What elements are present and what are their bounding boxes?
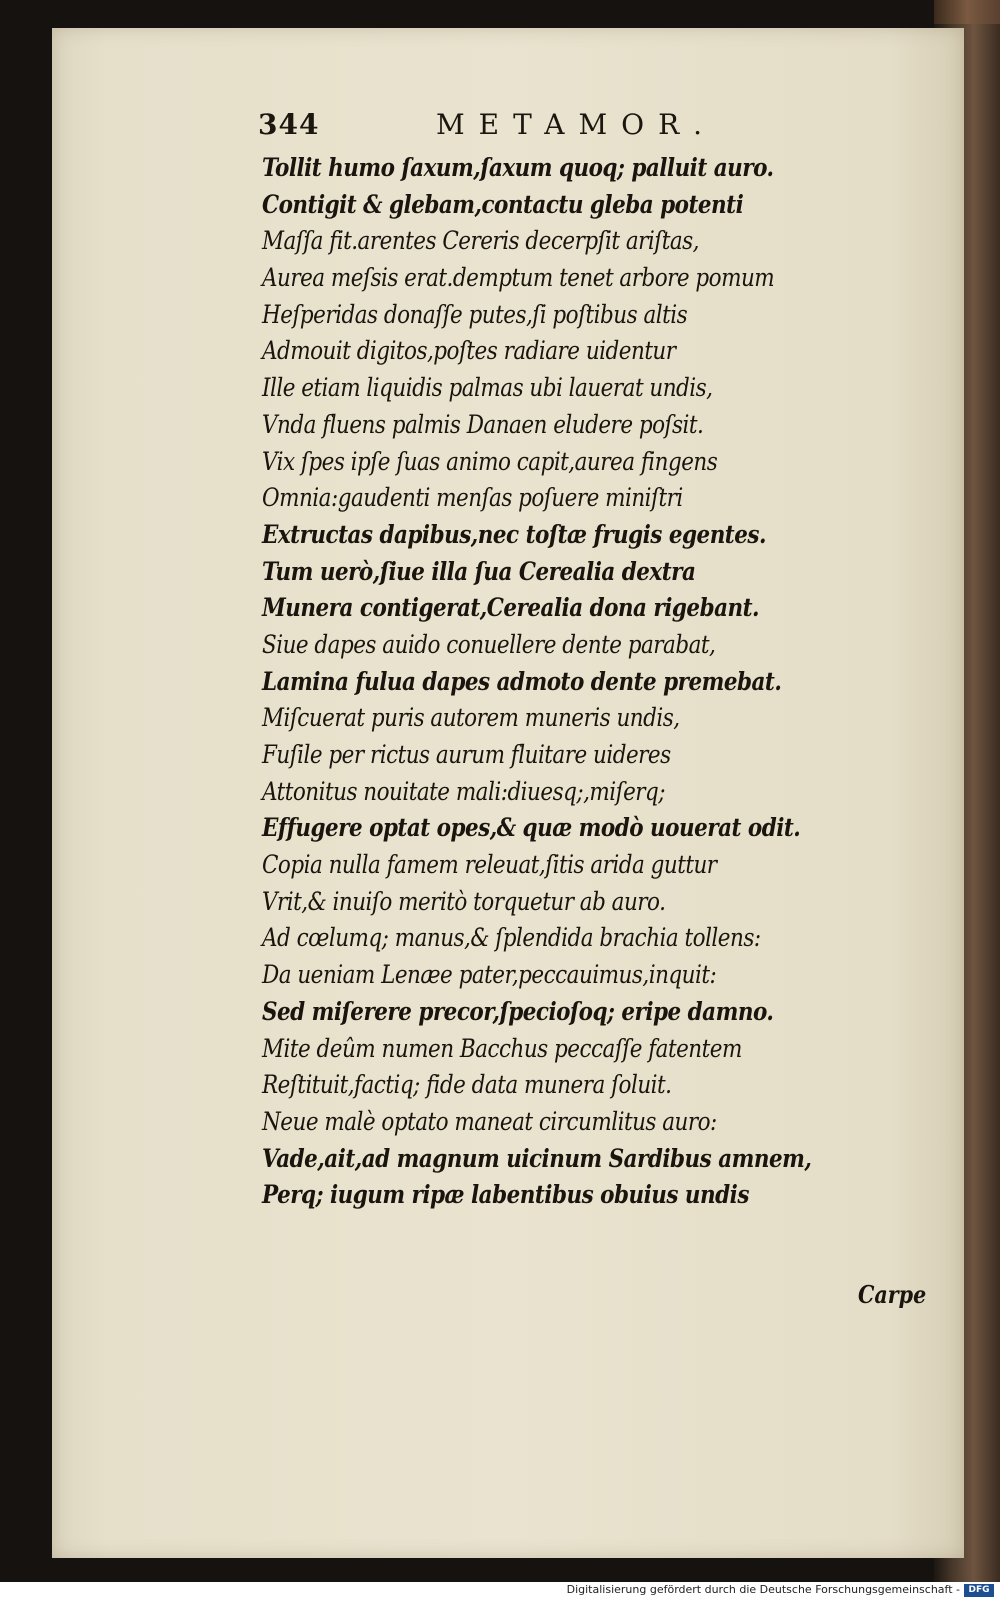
dfg-logo-icon: DFG (964, 1584, 994, 1597)
verse-line: Vix ſpes ipſe ſuas animo capit,aurea fingens (262, 446, 718, 476)
verse-line: Contigit & glebam,contactu gleba potenti (262, 189, 744, 219)
verse-line: Omnia:gaudenti menſas poſuere miniſtri (262, 483, 683, 513)
verse-line: Extructas dapibus,nec toſtæ frugis egentes. (262, 519, 766, 549)
verse-line: Fuſile per rictus aurum fluitare uideres (262, 740, 671, 769)
verse-line: Aurea meſsis erat.demptum tenet arbore pomum (262, 263, 775, 293)
page-header (258, 108, 768, 148)
verse-line: Ad cœlumq; manus,& ſplendida brachia tollens: (262, 923, 761, 953)
verse-line: Munera contigerat,Cerealia dona rigebant. (262, 593, 759, 623)
verse-line: Heſperidas donaſſe putes,ſi poſtibus altis (262, 299, 688, 329)
verse-line: Vade,ait,ad magnum uicinum Sardibus amnem, (262, 1143, 812, 1173)
verse-line: Vrit,& inuiſo meritò torquetur ab auro. (262, 886, 666, 916)
book-edge-top (934, 0, 1000, 24)
verse-line: Ille etiam liquidis palmas ubi lauerat undis, (262, 373, 713, 403)
verse-line: Perq; iugum ripæ labentibus obuius undis (262, 1180, 749, 1210)
verse-line: Siue dapes auido conuellere dente parabat, (262, 629, 716, 659)
verse-line: Mite deûm numen Bacchus peccaſſe fatentem (262, 1033, 742, 1063)
verse-line: Admouit digitos,poſtes radiare uidentur (262, 336, 676, 366)
verse-line: Miſcuerat puris autorem muneris undis, (262, 703, 680, 733)
page-number: 344 (258, 108, 320, 141)
verse-line: Vnda fluens palmis Danaen eludere poſsit. (262, 409, 704, 439)
verse-line: Effugere optat opes,& quæ modò uouerat odit. (262, 813, 801, 843)
verse-list (262, 150, 862, 1214)
verse-line: Neue malè optato maneat circumlitus auro: (262, 1106, 717, 1136)
digitization-credit: Digitalisierung gefördert durch die Deutsche Forschungsgemeinschaft - (566, 1583, 960, 1596)
verse-line: Reſtituit,factiq; fide data munera ſoluit. (262, 1070, 672, 1100)
catchword: Carpe (858, 1280, 927, 1309)
verse-line: Sed miſerere precor,ſpecioſoq; eripe damno. (262, 996, 774, 1026)
verse-line: Attonitus nouitate mali:diuesq;,miſerq; (262, 776, 666, 806)
running-title: METAMOR. (436, 108, 717, 141)
verse-line: Maſſa fit.arentes Cereris decerpſit ariſtas, (262, 226, 699, 256)
verse-line: Da ueniam Lenæe pater,peccauimus,inquit: (262, 960, 717, 990)
verse-line: Copia nulla famem releuat,ſitis arida guttur (262, 850, 717, 880)
verse-line: Tum uerò,ſiue illa ſua Cerealia dextra (262, 556, 696, 586)
verse-line: Lamina fulua dapes admoto dente premebat. (262, 666, 782, 696)
verse-line: Tollit humo ſaxum,ſaxum quoq; palluit auro. (262, 153, 774, 182)
